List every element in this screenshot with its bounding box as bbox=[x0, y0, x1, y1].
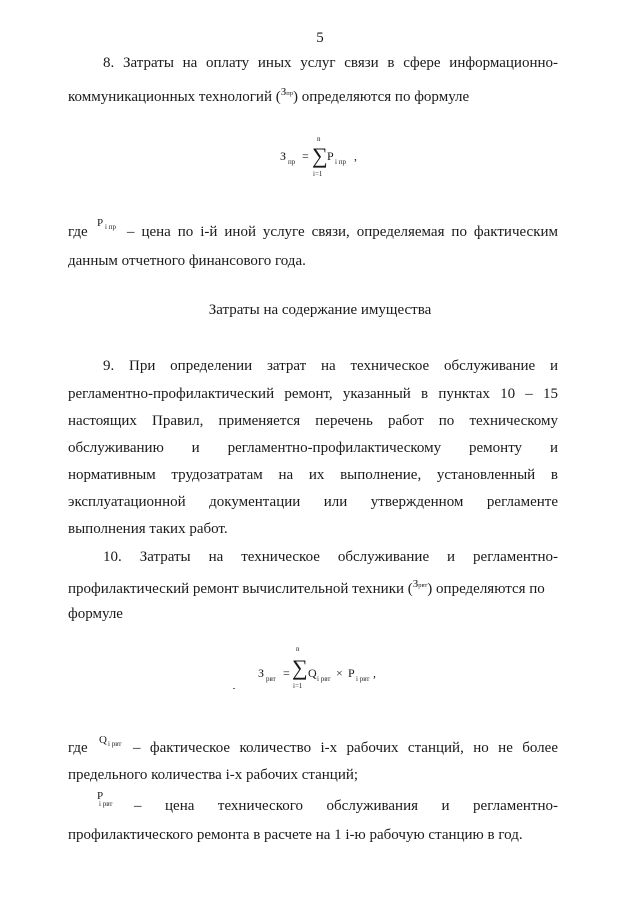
formula-1-term: P bbox=[327, 149, 334, 163]
formula-2-lhs: З bbox=[258, 666, 265, 680]
p8-symbol-sub: пр bbox=[286, 90, 293, 97]
formula-1-lhs-sub: пр bbox=[288, 158, 296, 166]
p10-line-2-after: ) определяются по bbox=[427, 581, 545, 597]
formula-1-sum-top: n bbox=[317, 135, 321, 143]
formula-2-q-sub: i рвт bbox=[317, 675, 331, 683]
p10-line-2 bbox=[68, 579, 558, 602]
formula-2-p: P bbox=[348, 666, 355, 680]
formula-1-term-sub: i пр bbox=[335, 158, 346, 166]
formula-2-comma: , bbox=[373, 666, 376, 680]
where-3-symbol-base: P bbox=[97, 790, 104, 802]
formula-2-eq: = bbox=[283, 666, 290, 680]
where-2-line-2: предельного количества i-х рабочих станций; bbox=[68, 767, 359, 783]
formula-2-p-sub: i рвт bbox=[356, 675, 370, 683]
where-2-symbol bbox=[99, 734, 131, 754]
formula-1-sum-bottom: i=1 bbox=[313, 170, 323, 178]
where-1-symbol bbox=[97, 217, 127, 237]
page-number: 5 bbox=[316, 30, 324, 46]
p10-line-3: формуле bbox=[68, 606, 123, 622]
formula-2-sum: ∑ bbox=[292, 655, 308, 680]
where-1-line-2: данным отчетного финансового года. bbox=[68, 253, 306, 269]
where-1-symbol-base: P bbox=[97, 217, 104, 229]
formula-2-times: × bbox=[336, 666, 343, 680]
p8-symbol-base: З bbox=[280, 86, 287, 98]
where-3-text: – цена технического обслуживания и регламентно- bbox=[134, 798, 558, 814]
p8-line-2-after: ) определяются по формуле bbox=[292, 89, 470, 105]
formula-1-sum: ∑ bbox=[312, 143, 328, 168]
section-title: Затраты на содержание имущества bbox=[208, 302, 432, 318]
where-1-symbol-sub: i пр bbox=[105, 223, 116, 231]
where-3-symbol-sub: i рвт bbox=[99, 800, 113, 808]
formula-1-comma: , bbox=[354, 149, 357, 163]
where-3-symbol bbox=[97, 790, 127, 810]
formula-2-sum-top: n bbox=[296, 645, 300, 653]
p9-line-3: настоящих Правил, применяется перечень работ по техническому bbox=[68, 413, 558, 429]
formula-2-sum-bottom: i=1 bbox=[293, 682, 303, 690]
p9-line-2: регламентно-профилактический ремонт, указанный в пунктах 10 – 15 bbox=[68, 386, 558, 402]
formula-2-q: Q bbox=[308, 666, 317, 680]
where-2-gde: где bbox=[68, 740, 88, 756]
scan-speck bbox=[233, 688, 235, 689]
where-2-text: – фактическое количество i-х рабочих станций, но не более bbox=[133, 740, 558, 756]
formula-1-eq: = bbox=[302, 149, 309, 163]
p8-symbol bbox=[281, 82, 293, 104]
p10-symbol-sub: рвт bbox=[418, 582, 428, 589]
p10-line-2-before: профилактический ремонт вычислительной техники ( bbox=[68, 581, 413, 597]
p8-line-2 bbox=[68, 87, 558, 110]
formula-2 bbox=[258, 645, 388, 695]
formula-2-lhs-sub: рвт bbox=[266, 675, 276, 683]
p8-line-2-before: коммуникационных технологий ( bbox=[68, 89, 281, 105]
formula-1-lhs: З bbox=[280, 149, 287, 163]
p9-line-1: 9. При определении затрат на техническое обслуживание и bbox=[103, 358, 558, 374]
where-2-symbol-sub: i рвт bbox=[108, 740, 122, 748]
where-2-symbol-base: Q bbox=[99, 734, 107, 746]
where-1-gde: где bbox=[68, 224, 88, 240]
p9-line-7: выполнения таких работ. bbox=[68, 521, 228, 537]
p10-symbol bbox=[413, 574, 428, 596]
where-1-text: – цена по i-й иной услуге связи, определяемая по фактическим bbox=[127, 224, 558, 240]
formula-1 bbox=[280, 135, 370, 180]
p9-line-6: эксплуатационной документации или утвержденном регламенте bbox=[68, 494, 558, 510]
p10-line-1: 10. Затраты на техническое обслуживание и регламентно- bbox=[103, 549, 558, 565]
p9-line-4: обслуживанию и регламентно-профилактическому ремонту и bbox=[68, 440, 558, 456]
p10-symbol-base: З bbox=[412, 578, 419, 590]
p8-line-1: 8. Затраты на оплату иных услуг связи в сфере информационно- bbox=[103, 55, 558, 71]
where-3-line-2: профилактического ремонта в расчете на 1 i-ю рабочую станцию в год. bbox=[68, 827, 523, 843]
p9-line-5: нормативным трудозатратам на их выполнение, установленный в bbox=[68, 467, 558, 483]
